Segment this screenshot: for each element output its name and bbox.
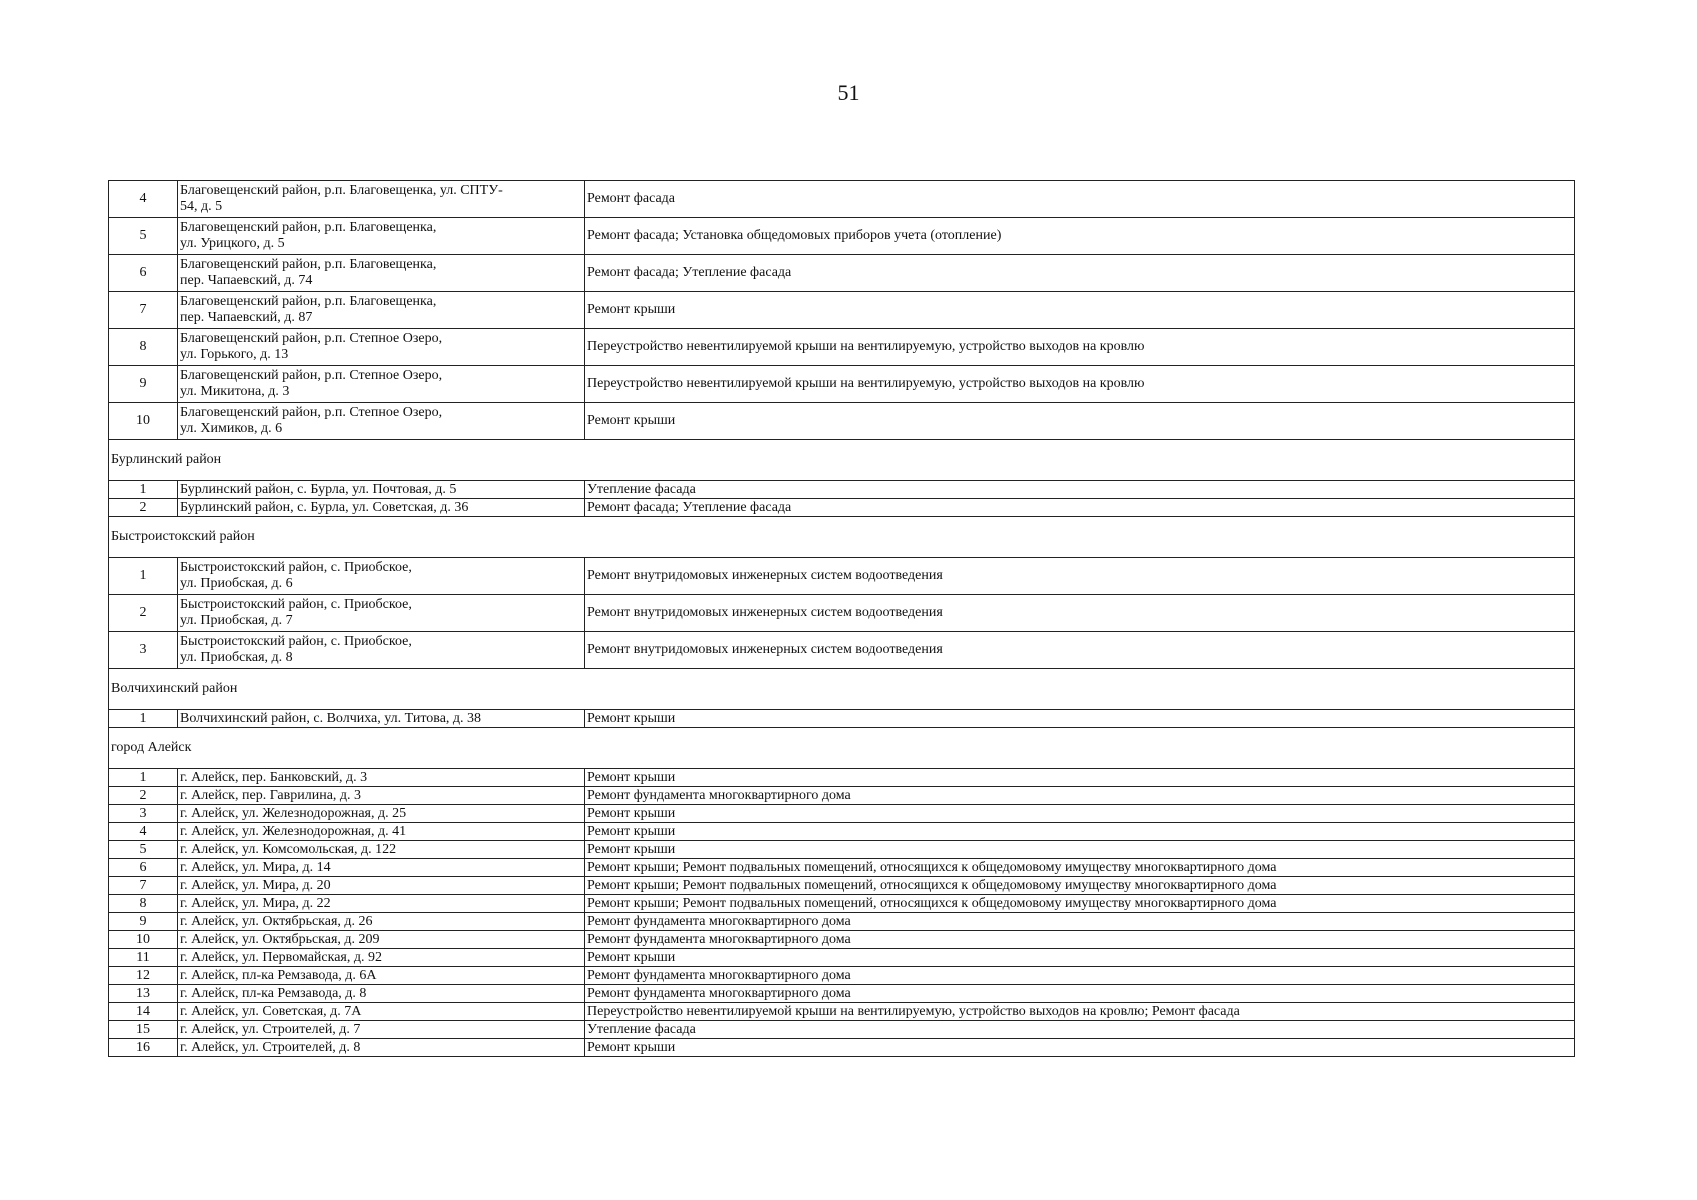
table-row (109, 292, 1575, 329)
work-type-cell: Ремонт фундамента многоквартирного дома (585, 787, 1575, 805)
work-type-cell: Утепление фасада (585, 1021, 1575, 1039)
work-type-cell: Ремонт фундамента многоквартирного дома (585, 985, 1575, 1003)
table-row (109, 985, 1575, 1003)
work-type-cell: Ремонт внутридомовых инженерных систем водоотведения (585, 595, 1575, 632)
row-number: 7 (109, 877, 178, 895)
address-cell: Волчихинский район, с. Волчиха, ул. Титова, д. 38 (178, 710, 585, 728)
table-row (109, 366, 1575, 403)
table-row (109, 558, 1575, 595)
address-cell: г. Алейск, ул. Строителей, д. 7 (178, 1021, 585, 1039)
address-cell: Быстроистокский район, с. Приобское, ул. Приобская, д. 8 (178, 632, 585, 669)
table-row (109, 841, 1575, 859)
table-row (109, 329, 1575, 366)
table-row (109, 967, 1575, 985)
row-number: 2 (109, 499, 178, 517)
address-cell: г. Алейск, ул. Мира, д. 14 (178, 859, 585, 877)
table-row (109, 403, 1575, 440)
address-cell: Благовещенский район, р.п. Степное Озеро, ул. Микитона, д. 3 (178, 366, 585, 403)
address-cell: г. Алейск, пл-ка Ремзавода, д. 6А (178, 967, 585, 985)
work-type-cell: Ремонт фундамента многоквартирного дома (585, 931, 1575, 949)
table-row (109, 823, 1575, 841)
table-row (109, 481, 1575, 499)
work-type-cell: Ремонт крыши; Ремонт подвальных помещений, относящихся к общедомовому имуществу многоквартирного дома (585, 859, 1575, 877)
repair-program-table (108, 180, 1575, 1057)
row-number: 12 (109, 967, 178, 985)
table-row (109, 877, 1575, 895)
section-title: Быстроистокский район (109, 517, 1575, 558)
row-number: 5 (109, 218, 178, 255)
address-cell: г. Алейск, пер. Гаврилина, д. 3 (178, 787, 585, 805)
section-header-row (109, 728, 1575, 769)
table-row (109, 913, 1575, 931)
address-cell: Бурлинский район, с. Бурла, ул. Почтовая, д. 5 (178, 481, 585, 499)
row-number: 6 (109, 255, 178, 292)
address-cell: г. Алейск, ул. Строителей, д. 8 (178, 1039, 585, 1057)
work-type-cell: Ремонт фундамента многоквартирного дома (585, 913, 1575, 931)
row-number: 9 (109, 913, 178, 931)
table-row (109, 632, 1575, 669)
table-row (109, 255, 1575, 292)
address-cell: Благовещенский район, р.п. Степное Озеро, ул. Горького, д. 13 (178, 329, 585, 366)
section-header-row (109, 440, 1575, 481)
table-row (109, 499, 1575, 517)
work-type-cell: Переустройство невентилируемой крыши на вентилируемую, устройство выходов на кровлю (585, 366, 1575, 403)
page-number: 51 (837, 80, 860, 105)
address-cell: Благовещенский район, р.п. Благовещенка, ул. СПТУ- 54, д. 5 (178, 181, 585, 218)
row-number: 16 (109, 1039, 178, 1057)
row-number: 8 (109, 329, 178, 366)
address-cell: г. Алейск, ул. Октябрьская, д. 209 (178, 931, 585, 949)
address-cell: г. Алейск, ул. Первомайская, д. 92 (178, 949, 585, 967)
table-row (109, 181, 1575, 218)
address-cell: г. Алейск, ул. Советская, д. 7А (178, 1003, 585, 1021)
row-number: 14 (109, 1003, 178, 1021)
address-cell: г. Алейск, пер. Банковский, д. 3 (178, 769, 585, 787)
address-cell: Быстроистокский район, с. Приобское, ул. Приобская, д. 6 (178, 558, 585, 595)
work-type-cell: Ремонт фасада; Утепление фасада (585, 499, 1575, 517)
section-header-row (109, 669, 1575, 710)
section-title: Бурлинский район (109, 440, 1575, 481)
row-number: 3 (109, 805, 178, 823)
work-type-cell: Ремонт внутридомовых инженерных систем водоотведения (585, 632, 1575, 669)
work-type-cell: Ремонт крыши (585, 710, 1575, 728)
table-row (109, 949, 1575, 967)
address-cell: г. Алейск, ул. Комсомольская, д. 122 (178, 841, 585, 859)
work-type-cell: Переустройство невентилируемой крыши на вентилируемую, устройство выходов на кровлю; Ремонт фасада (585, 1003, 1575, 1021)
row-number: 1 (109, 558, 178, 595)
work-type-cell: Ремонт крыши (585, 805, 1575, 823)
row-number: 1 (109, 481, 178, 499)
work-type-cell: Ремонт крыши (585, 823, 1575, 841)
address-cell: Благовещенский район, р.п. Благовещенка, ул. Урицкого, д. 5 (178, 218, 585, 255)
row-number: 7 (109, 292, 178, 329)
row-number: 8 (109, 895, 178, 913)
work-type-cell: Ремонт фасада; Установка общедомовых приборов учета (отопление) (585, 218, 1575, 255)
table-row (109, 595, 1575, 632)
row-number: 10 (109, 931, 178, 949)
table-row (109, 1021, 1575, 1039)
address-cell: Благовещенский район, р.п. Благовещенка, пер. Чапаевский, д. 74 (178, 255, 585, 292)
table-row (109, 1039, 1575, 1057)
address-cell: Быстроистокский район, с. Приобское, ул. Приобская, д. 7 (178, 595, 585, 632)
work-type-cell: Ремонт фасада; Утепление фасада (585, 255, 1575, 292)
table-row (109, 931, 1575, 949)
table-row (109, 859, 1575, 877)
row-number: 10 (109, 403, 178, 440)
row-number: 13 (109, 985, 178, 1003)
address-cell: г. Алейск, ул. Мира, д. 20 (178, 877, 585, 895)
section-title: город Алейск (109, 728, 1575, 769)
address-cell: г. Алейск, пл-ка Ремзавода, д. 8 (178, 985, 585, 1003)
work-type-cell: Ремонт крыши; Ремонт подвальных помещений, относящихся к общедомовому имуществу многоквартирного дома (585, 877, 1575, 895)
table-row (109, 1003, 1575, 1021)
section-header-row (109, 517, 1575, 558)
row-number: 9 (109, 366, 178, 403)
row-number: 3 (109, 632, 178, 669)
row-number: 1 (109, 710, 178, 728)
table-row (109, 769, 1575, 787)
work-type-cell: Ремонт крыши (585, 949, 1575, 967)
work-type-cell: Ремонт фасада (585, 181, 1575, 218)
work-type-cell: Ремонт внутридомовых инженерных систем водоотведения (585, 558, 1575, 595)
table-row (109, 805, 1575, 823)
table-row (109, 218, 1575, 255)
address-cell: г. Алейск, ул. Железнодорожная, д. 41 (178, 823, 585, 841)
row-number: 1 (109, 769, 178, 787)
work-type-cell: Ремонт крыши (585, 1039, 1575, 1057)
row-number: 2 (109, 787, 178, 805)
address-cell: г. Алейск, ул. Железнодорожная, д. 25 (178, 805, 585, 823)
section-title: Волчихинский район (109, 669, 1575, 710)
address-cell: г. Алейск, ул. Мира, д. 22 (178, 895, 585, 913)
row-number: 11 (109, 949, 178, 967)
work-type-cell: Ремонт крыши (585, 403, 1575, 440)
row-number: 15 (109, 1021, 178, 1039)
table-row (109, 895, 1575, 913)
address-cell: Бурлинский район, с. Бурла, ул. Советская, д. 36 (178, 499, 585, 517)
table-row (109, 710, 1575, 728)
address-cell: Благовещенский район, р.п. Благовещенка, пер. Чапаевский, д. 87 (178, 292, 585, 329)
row-number: 4 (109, 823, 178, 841)
work-type-cell: Ремонт крыши (585, 841, 1575, 859)
address-cell: г. Алейск, ул. Октябрьская, д. 26 (178, 913, 585, 931)
work-type-cell: Ремонт крыши (585, 769, 1575, 787)
work-type-cell: Переустройство невентилируемой крыши на вентилируемую, устройство выходов на кровлю (585, 329, 1575, 366)
work-type-cell: Ремонт крыши (585, 292, 1575, 329)
work-type-cell: Ремонт фундамента многоквартирного дома (585, 967, 1575, 985)
address-cell: Благовещенский район, р.п. Степное Озеро, ул. Химиков, д. 6 (178, 403, 585, 440)
row-number: 5 (109, 841, 178, 859)
table-row (109, 787, 1575, 805)
work-type-cell: Утепление фасада (585, 481, 1575, 499)
work-type-cell: Ремонт крыши; Ремонт подвальных помещений, относящихся к общедомовому имуществу многоквартирного дома (585, 895, 1575, 913)
row-number: 4 (109, 181, 178, 218)
row-number: 6 (109, 859, 178, 877)
row-number: 2 (109, 595, 178, 632)
